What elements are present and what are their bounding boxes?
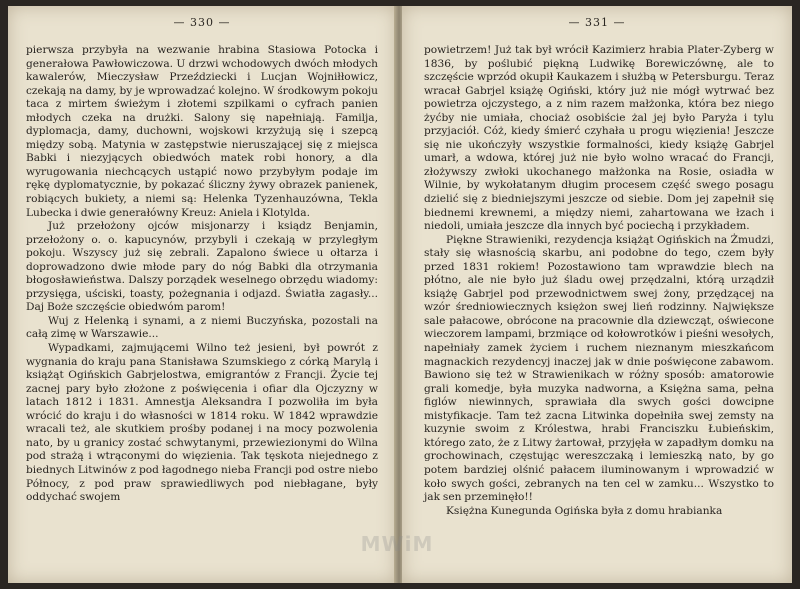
left-page	[8, 6, 396, 583]
paragraph: Wypadkami, zajmującemi Wilno też jesieni, był powrót z wygnania do kraju pana Stanisława Szumskiego z córką Marylą i książąt Ogińskich Gabrjelostwa, emigrantów z Francji. Życie tej zacnej pary było złożone z poświęcenia i ofiar dla Ojczyzny w latach 1812 i 1831. Amnestja Aleksandra I pozwoliła im była wrócić do kraju i do własności w 1814 roku. W 1842 wprawdzie wracali też, ale skutkiem prośby podanej i na mocy pozwolenia nato, by u granicy zostać schwytanymi, przewiezionymi do Wilna pod strażą i wtrąconymi do więzienia. Tak tęskota niejednego z biednych Litwinów z pod łagodnego nieba Francji pod ostre niebo Północy, z pod praw sprawiedliwych pod niebłagane, były oddychać swojem	[26, 342, 378, 504]
right-page	[402, 6, 792, 583]
right-page-text	[424, 44, 774, 518]
paragraph: pierwsza przybyła na wezwanie hrabina Stasiowa Potocka i generałowa Pawłowiczowa. U drzwi wchodowych dwóch młodych kawalerów, Mieczysław Przeździecki i Lucjan Wojniłłowicz, czekają na damy, by je wprowadzać kolejno. W środkowym pokoju taca z mirtem świeżym i złotemi szpilkami o cyfrach panien młodych czeka na drużki. Salony się napełniają. Familja, dyplomacja, damy, duchowni, wojskowi krzyżują się i szepcą między sobą. Matynia w zastępstwie nieruszającej się z miejsca Babki i niezyjących obiedwóch matek robi honory, a dla wyrugowania niechcących ustąpić nowo przybyłym podaje im rękę dyplomatycznie, by pokazać śliczny żywy obrazek panienek, robiących bukiety, a niemi są: Helenka Tyzenhauzówna, Tekla Lubecka i dwie generałówny Kreuz: Aniela i Klotylda.	[26, 44, 378, 219]
paragraph: Księżna Kunegunda Ogińska była z domu hrabianka	[446, 504, 723, 517]
paragraph: Wuj z Helenką i synami, a z niemi Buczyńska, pozostali na całą zimę w Warszawie...	[26, 314, 378, 341]
paragraph: powietrzem! Już tak był wrócił Kazimierz hrabia Plater-Zyberg w 1836, by poślubić piękną Ludwikę Borewiczównę, ale to szczęście wprzód okupił Kaukazem i służbą w Petersburgu. Teraz wracał Gabrjel książę Ogiński, który już nie mógł wytrwać bez powietrza ojczystego, a z nim razem małżonka, która bez niego żyćby nie umiała, chociaż osobiście żal jej było Paryża i tylu przyjaciół. Cóż, kiedy śmierć czyhała u progu więzienia! Jeszcze się nie ukończyły wszystkie formalności, kiedy książę Gabrjel umarł, a wdowa, której już nie było wolno wracać do Francji, złożywszy zwłoki ukochanego małżonka na Rosie, osiadła w Wilnie, by wykołatanym długim procesem część swego posagu dzielić się z biedniejszymi jeszcze od siebie. Dom jej zapełnił się biednemi krewnemi, a między niemi, zahartowana we łzach i niedoli, umiała jeszcze dla innych być pociechą i przykładem.	[424, 44, 774, 233]
paragraph: Piękne Strawieniki, rezydencja książąt Ogińskich na Żmudzi, stały się własnością skarbu, ani podobne do tego, czem były przed 1831 rokiem! Pozostawiono tam wprawdzie blech na płótno, ale nie było już śladu owej przędzalni, którą urządził książę Gabrjel pod przewodnictwem swej żony, przędzącej na wzór średniowiecznych księżon swej lień rodzinny. Największe sale pałacowe, obrócone na pracownie dla dziewcząt, oświecone wieczorem lampami, brzmiące od kołowrotków i pieśni wesołych, napełniały zamek życiem i ruchem nieznanym mieszkańcom magnackich rezydencyj inaczej jak w dnie poświęcone zabawom. Bawiono się też w Strawienikach w różny sposób: amatorowie grali komedje, była muzyka nadworna, a Księżna sama, pełna figlów niewinnych, sprawiała dla swych gości dowcipne mistyfikacje. Tam też zacna Litwinka dopełniła swej zemsty na kuzynie swoim z Królestwa, hrabi Franciszku Łubieńskim, którego zato, że z Litwy żartował, przyjęła w zapadłym domku na grochowinach, częstując wereszczaką i lemieszką nato, by go potem bardziej olśnić pałacem iluminowanym i wprowadzić w koło swych gości, zebranych na ten cel w zamku... Wszystko to jak sen przeminęło!!	[424, 233, 774, 504]
left-page-text	[26, 44, 378, 505]
page-number-left: — 330 —	[173, 16, 231, 29]
paragraph: Już przełożony ojców misjonarzy i ksiądz Benjamin, przełożony o. o. kapucynów, przybyli i czekają w przyległym pokoju. Wszyscy już się zebrali. Zapalono świece u ołtarza i doprowadzono dwie młode pary do nóg Babki dla otrzymania błogosławieństwa. Dalszy porządek weselnego obrzędu wiadomy: przysięga, uściski, toasty, pożegnania i odjazd. Światła zagasły... Daj Boże szczęście obiedwóm parom!	[26, 220, 378, 314]
page-number-right: — 331 —	[568, 16, 626, 29]
watermark: MWiM	[360, 532, 434, 556]
